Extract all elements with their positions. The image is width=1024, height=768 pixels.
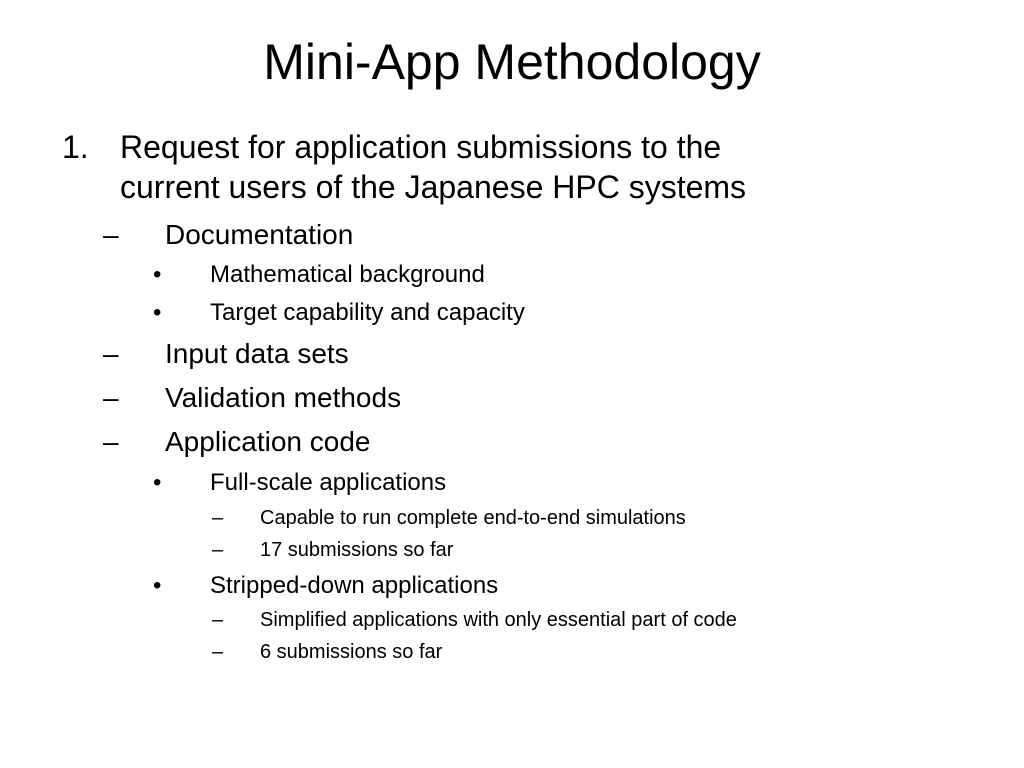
slide-title: Mini-App Methodology (263, 34, 761, 90)
dash-marker: – (212, 609, 224, 631)
target-capability-label: Target capability and capacity (210, 299, 525, 326)
dash-marker: – (103, 338, 119, 369)
input-data-sets-label: Input data sets (165, 338, 349, 369)
bullet-marker: • (153, 572, 162, 599)
dash-marker: – (212, 641, 224, 663)
mathematical-background-label: Mathematical background (210, 261, 485, 288)
item-1-text-line-2: current users of the Japanese HPC systems (120, 169, 747, 205)
simplified-applications-label: Simplified applications with only essential part of code (260, 609, 737, 631)
6-submissions-label: 6 submissions so far (260, 641, 443, 663)
documentation-label: Documentation (165, 219, 354, 250)
full-scale-applications-label: Full-scale applications (210, 469, 447, 496)
bullet-marker: • (153, 469, 162, 496)
dash-marker: – (103, 219, 119, 250)
bullet-marker: • (153, 261, 162, 288)
dash-marker: – (212, 539, 224, 561)
capable-to-run-label: Capable to run complete end-to-end simulations (260, 507, 686, 529)
dash-marker: – (103, 382, 119, 413)
application-code-label: Application code (165, 426, 371, 457)
bullet-marker: • (153, 299, 162, 326)
number-marker: 1. (62, 129, 89, 165)
dash-marker: – (212, 507, 224, 529)
item-1-text-line-1: Request for application submissions to the (120, 129, 722, 165)
validation-methods-label: Validation methods (165, 382, 402, 413)
dash-marker: – (103, 426, 119, 457)
17-submissions-label: 17 submissions so far (260, 539, 454, 561)
stripped-down-applications-label: Stripped-down applications (210, 572, 499, 599)
